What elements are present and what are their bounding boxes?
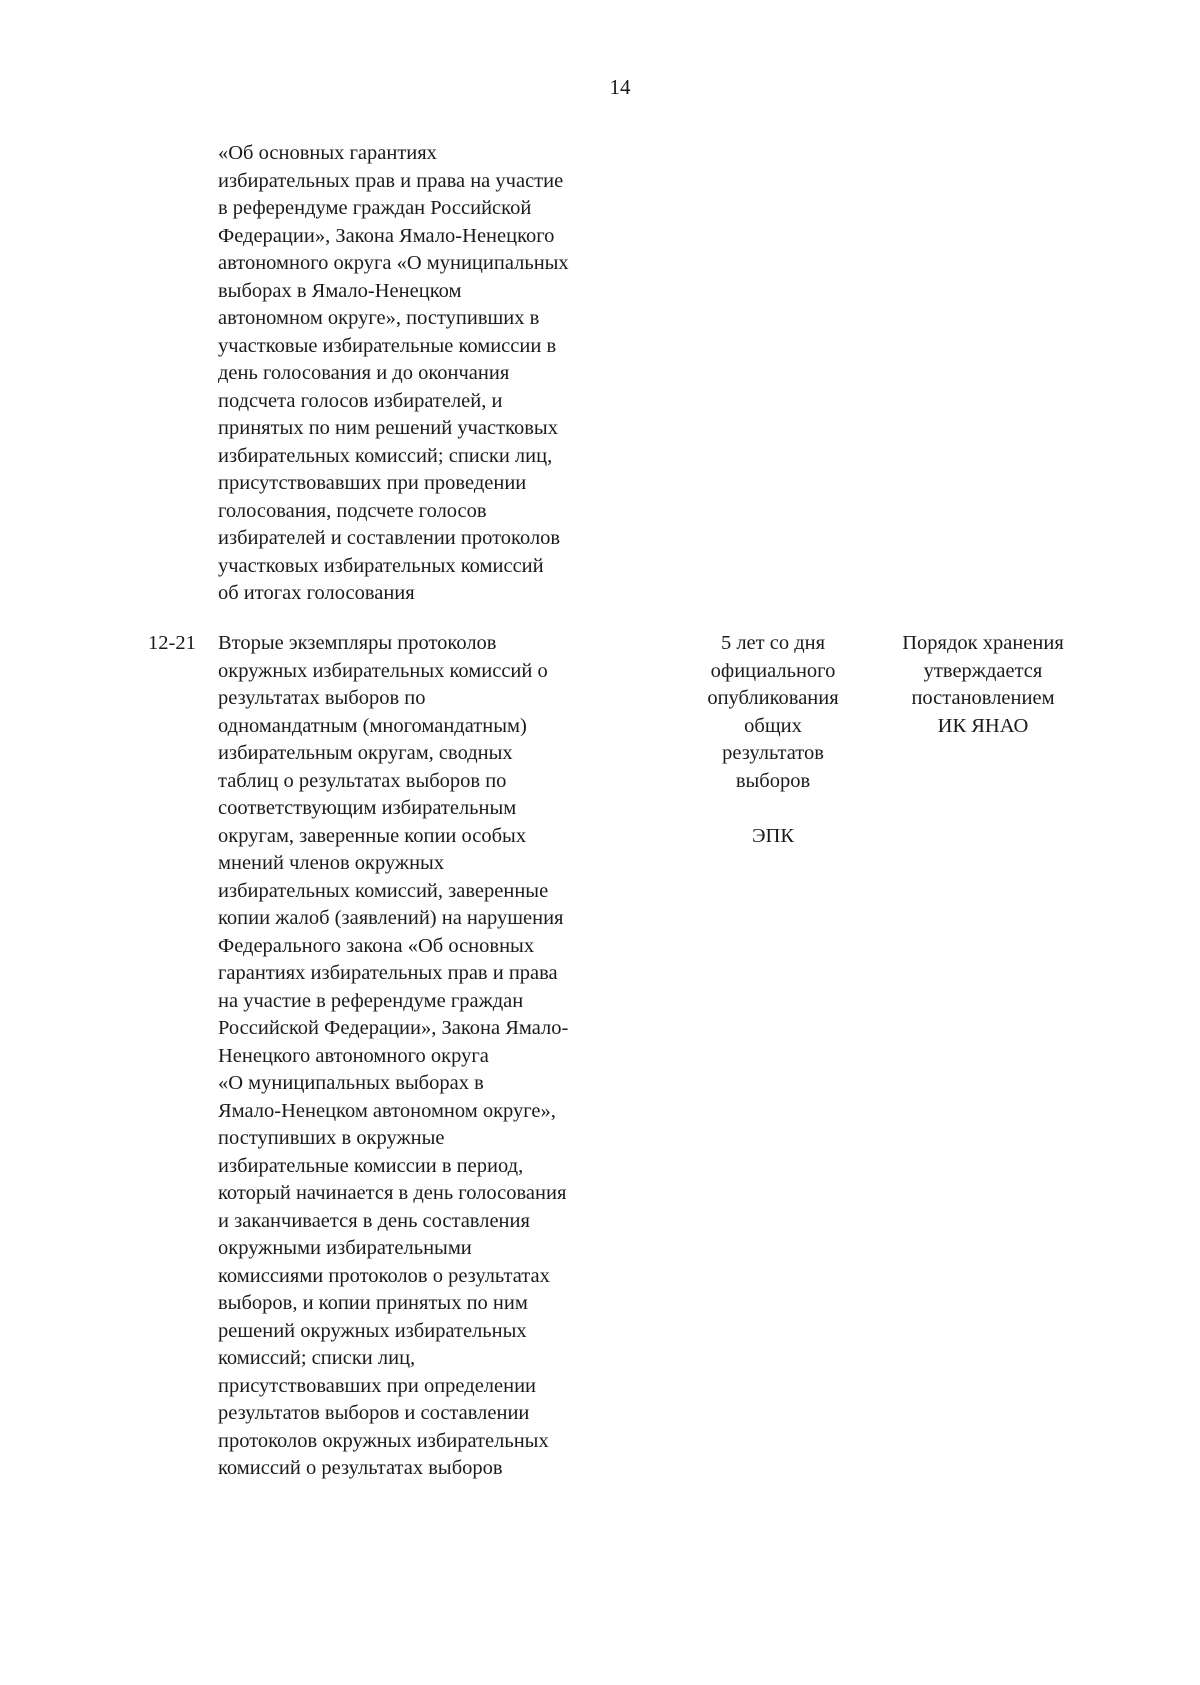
- text-line: «Об основных гарантиях: [218, 142, 437, 164]
- text-line: результатов: [722, 742, 824, 764]
- text-line: комиссий о результатах выборов: [218, 1457, 503, 1479]
- row-number: 12-21: [148, 632, 196, 654]
- text-line: окружными избирательными: [218, 1237, 472, 1259]
- retention-term: [678, 630, 868, 850]
- continued-title-text: [218, 140, 638, 608]
- text-line: официального: [710, 659, 836, 682]
- text-line: постановлением: [911, 687, 1055, 709]
- text-line: автономного округа «О муниципальных: [218, 252, 569, 274]
- text-line: избирательным округам, сводных: [218, 742, 513, 764]
- text-line: об итогах голосования: [218, 582, 415, 604]
- text-line: который начинается в день голосования: [218, 1182, 567, 1204]
- spacer: [678, 795, 868, 823]
- text-line: поступивших в окружные: [218, 1127, 445, 1149]
- text-line: подсчета голосов избирателей, и: [218, 389, 503, 412]
- text-line: выборах в Ямало-Ненецком: [218, 279, 462, 302]
- text-line: Российской Федерации», Закона Ямало-: [218, 1017, 569, 1039]
- text-line: избирательных комиссий; списки лиц,: [218, 444, 553, 467]
- text-line: утверждается: [923, 659, 1043, 682]
- page-number: 14: [609, 75, 631, 99]
- text-line: Федерации», Закона Ямало-Ненецкого: [218, 224, 555, 247]
- text-line: окружных избирательных комиссий о: [218, 659, 548, 682]
- text-line: округам, заверенные копии особых: [218, 824, 527, 847]
- text-line: копии жалоб (заявлений) на нарушения: [218, 907, 564, 929]
- text-line: опубликования: [707, 687, 839, 709]
- text-line: участковые избирательные комиссии в: [218, 334, 557, 357]
- text-line: протоколов окружных избирательных: [218, 1429, 549, 1452]
- text-line: на участие в референдуме граждан: [218, 989, 524, 1012]
- text-line: голосования, подсчете голосов: [218, 499, 487, 522]
- text-line: соответствующим избирательным: [218, 797, 517, 819]
- text-line: избирателей и составлении протоколов: [218, 527, 561, 549]
- text-line: гарантиях избирательных прав и права: [218, 962, 558, 984]
- text-line: Ненецкого автономного округа: [218, 1044, 489, 1067]
- text-line: результатов выборов и составлении: [218, 1402, 530, 1424]
- text-line: избирательных прав и права на участие: [218, 169, 564, 192]
- text-line: Ямало-Ненецком автономном округе»,: [218, 1099, 556, 1122]
- text-line: Федерального закона «Об основных: [218, 934, 535, 957]
- text-line: «О муниципальных выборах в: [218, 1072, 484, 1094]
- text-line: выборов, и копии принятых по ним: [218, 1292, 528, 1314]
- text-line: день голосования и до окончания: [218, 362, 510, 384]
- text-line: и заканчивается в день составления: [218, 1209, 530, 1232]
- text-line: решений окружных избирательных: [218, 1319, 527, 1342]
- text-line: автономном округе», поступивших в: [218, 307, 540, 329]
- text-line: комиссий; списки лиц,: [218, 1347, 416, 1369]
- text-line: избирательных комиссий, заверенные: [218, 879, 549, 902]
- text-line: участковых избирательных комиссий: [218, 554, 544, 577]
- text-line: Порядок хранения: [902, 632, 1064, 654]
- text-line: одномандатным (многомандатным): [218, 714, 527, 737]
- text-line: результатах выборов по: [218, 687, 426, 709]
- text-line: присутствовавших при определении: [218, 1374, 537, 1397]
- text-line: выборов: [735, 769, 811, 792]
- text-line: избирательные комиссии в период,: [218, 1154, 524, 1177]
- text-line: в референдуме граждан Российской: [218, 197, 532, 219]
- text-line: 5 лет со дня: [720, 632, 826, 654]
- text-line: мнений членов окружных: [218, 852, 445, 874]
- text-line: присутствовавших при проведении: [218, 472, 527, 494]
- text-line: Вторые экземпляры протоколов: [218, 632, 497, 654]
- epk-mark: ЭПК: [751, 824, 794, 847]
- row-title: [218, 630, 638, 1483]
- text-line: принятых по ним решений участковых: [218, 417, 558, 439]
- text-line: таблиц о результатах выборов по: [218, 769, 507, 792]
- text-line: комиссиями протоколов о результатах: [218, 1264, 550, 1287]
- text-line: общих: [744, 714, 802, 737]
- row-note: [872, 630, 1094, 740]
- text-line: ИК ЯНАО: [937, 714, 1029, 737]
